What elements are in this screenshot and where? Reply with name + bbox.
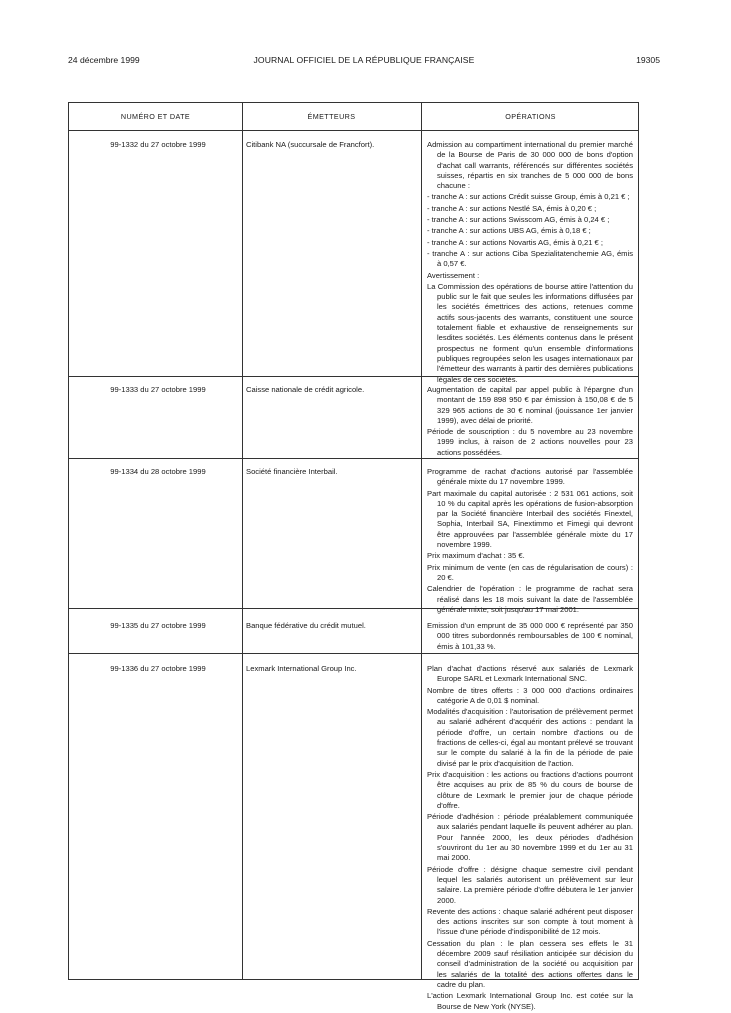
row-emetteur: Lexmark International Group Inc. [246, 664, 357, 673]
row-divider [69, 458, 638, 459]
column-divider [242, 103, 243, 979]
row-operations [427, 467, 633, 616]
row-number-date: 99-1336 du 27 octobre 1999 [110, 664, 206, 673]
column-header-numero: NUMÉRO ET DATE [120, 112, 191, 121]
row-operations [427, 664, 633, 1013]
operation-paragraph: - tranche A : sur actions Swisscom AG, émis à 0,24 € ; [427, 215, 610, 225]
operation-paragraph: Prix maximum d'achat : 35 €. [427, 551, 525, 561]
header-date: 24 décembre 1999 [68, 55, 140, 65]
row-number-date: 99-1335 du 27 octobre 1999 [110, 621, 206, 630]
operation-paragraph: Avertissement : [427, 270, 480, 280]
operation-paragraph: Revente des actions : chaque salarié adhérent peut disposer des actions inscrites sur son compte à tout moment à l'issue d'une période d'indisponibilité de 12 mois. [427, 906, 633, 937]
column-header-operations: OPÉRATIONS [505, 112, 556, 121]
operation-paragraph: Modalités d'acquisition : l'autorisation de prélèvement permet au salarié adhérent d'acquérir des actions : pendant la période d'offre, un certain nombre d'actions ou de fractions de celles-ci, égal au montant prélevé se trouvant sur le compte du salarié à la fin de la période de paie divisé par le prix d'acquisition de l'action. [427, 707, 633, 768]
operation-paragraph: - tranche A : sur actions Nestlé SA, émis à 0,20 € ; [427, 203, 597, 213]
row-number-date: 99-1332 du 27 octobre 1999 [110, 140, 206, 149]
row-number-date: 99-1334 du 28 octobre 1999 [110, 467, 206, 476]
operation-paragraph: L'action Lexmark International Group Inc. est cotée sur la Bourse de New York (NYSE). [427, 991, 633, 1011]
operation-paragraph: - tranche A : sur actions Crédit suisse Group, émis à 0,21 € ; [427, 192, 630, 202]
operation-paragraph: - tranche A : sur actions UBS AG, émis à 0,18 € ; [427, 226, 591, 236]
operation-paragraph: La Commission des opérations de bourse attire l'attention du public sur le fait que seules les informations diffusées par les sociétés émettrices des actions, retenues comme actifs sous-jacents des warrants, constituent une source totalement fiable et exhaustive de renseignements sur lesdites sociétés. Les éléments contenus dans le présent prospectus ne forment qu'un ensemble d'informations publiques regroupées selon les usages internationaux par l'émetteur des warrants à partir des dernières publications légales de ces sociétés. [427, 281, 633, 384]
row-number-date: 99-1333 du 27 octobre 1999 [110, 385, 206, 394]
header-journal-title: JOURNAL OFFICIEL DE LA RÉPUBLIQUE FRANÇAISE [253, 55, 475, 65]
row-divider [69, 608, 638, 609]
operation-paragraph: - tranche A : sur actions Ciba Spezialitatenchemie AG, émis à 0,57 €. [427, 248, 633, 269]
operation-paragraph: Prix d'acquisition : les actions ou fractions d'actions pourront être acquises au prix de 85 % du cours de bourse de clôture de Lexmark le premier jour de chaque période d'offre. [427, 769, 633, 810]
row-divider [69, 376, 638, 377]
row-operations [427, 140, 633, 386]
row-emetteur: Caisse nationale de crédit agricole. [246, 385, 365, 394]
header-divider [69, 130, 638, 131]
row-emetteur: Société financière Interbail. [246, 467, 338, 476]
header-page-number: 19305 [636, 55, 660, 65]
operation-paragraph: Période d'offre : désigne chaque semestre civil pendant lequel les salariés autorisent un prélèvement sur leur salaire. La première période d'offre débutera le 1er janvier 2000. [427, 864, 633, 905]
operation-paragraph: Programme de rachat d'actions autorisé par l'assemblée générale mixte du 17 novembre 1999. [427, 467, 633, 487]
operation-paragraph: Admission au compartiment international du premier marché de la Bourse de Paris de 30 000 000 de bons d'option d'achat call warrants, référencés sur différentes sociétés suisses, répartis en six tranches de 5 000 000 de bons chacune : [427, 140, 633, 191]
column-divider [421, 103, 422, 979]
operation-paragraph: Période de souscription : du 5 novembre au 23 novembre 1999 inclus, à raison de 2 actions nouvelles pour 23 actions possédées. [427, 427, 633, 457]
operation-paragraph: Emission d'un emprunt de 35 000 000 € représenté par 350 000 titres subordonnés remboursables de 100 € nominal, émis à 101,33 %. [427, 621, 633, 651]
operation-paragraph: Période d'adhésion : période préalablement communiquée aux salariés pendant laquelle ils peuvent adhérer au plan. Pour l'année 2000, les deux périodes d'adhésion s'ouvriront du 1er au 30 novembre 1999 et du 1er au 31 mai 2000. [427, 812, 633, 863]
row-emetteur: Citibank NA (succursale de Francfort). [246, 140, 375, 149]
operation-paragraph: Augmentation de capital par appel public à l'épargne d'un montant de 159 898 950 € par émission à 150,08 € de 5 329 965 actions de 30 € nominal (jouissance 1er janvier 1999), avec délai de priorité. [427, 385, 633, 425]
row-operations [427, 621, 633, 653]
operations-table [68, 102, 639, 1011]
row-divider [69, 653, 638, 654]
operation-paragraph: Calendrier de l'opération : le programme de rachat sera réalisé dans les 18 mois suivant la date de l'assemblée générale mixte, soit jusqu'au 17 mai 2001. [427, 584, 633, 614]
operation-paragraph: Plan d'achat d'actions réservé aux salariés de Lexmark Europe SARL et Lexmark International SNC. [427, 664, 633, 684]
operation-paragraph: Part maximale du capital autorisée : 2 531 061 actions, soit 10 % du capital après les opérations de fusion-absorption par la Société financière Interbail des sociétés Finextel, Sophia, Interbail SA, Finextimmo et Fimegi qui devront être approuvées par l'assemblée générale mixte du 17 novembre 1999. [427, 488, 633, 550]
operation-paragraph: - tranche A : sur actions Novartis AG, émis à 0,21 € ; [427, 237, 604, 247]
operation-paragraph: Nombre de titres offerts : 3 000 000 d'actions ordinaires catégorie A de 0,01 $ nominal. [427, 685, 633, 705]
row-emetteur: Banque fédérative du crédit mutuel. [246, 621, 366, 630]
operation-paragraph: Prix minimum de vente (en cas de régularisation de cours) : 20 €. [427, 562, 633, 582]
row-operations [427, 385, 633, 459]
column-header-emetteurs: ÉMETTEURS [307, 112, 356, 121]
operation-paragraph: Cessation du plan : le plan cessera ses effets le 31 décembre 2009 sauf résiliation anticipée sur décision du conseil d'administration de la société ou acquisition par les salariés de la totalité des actions offertes dans le cadre du plan. [427, 938, 633, 989]
page-header [68, 54, 660, 68]
